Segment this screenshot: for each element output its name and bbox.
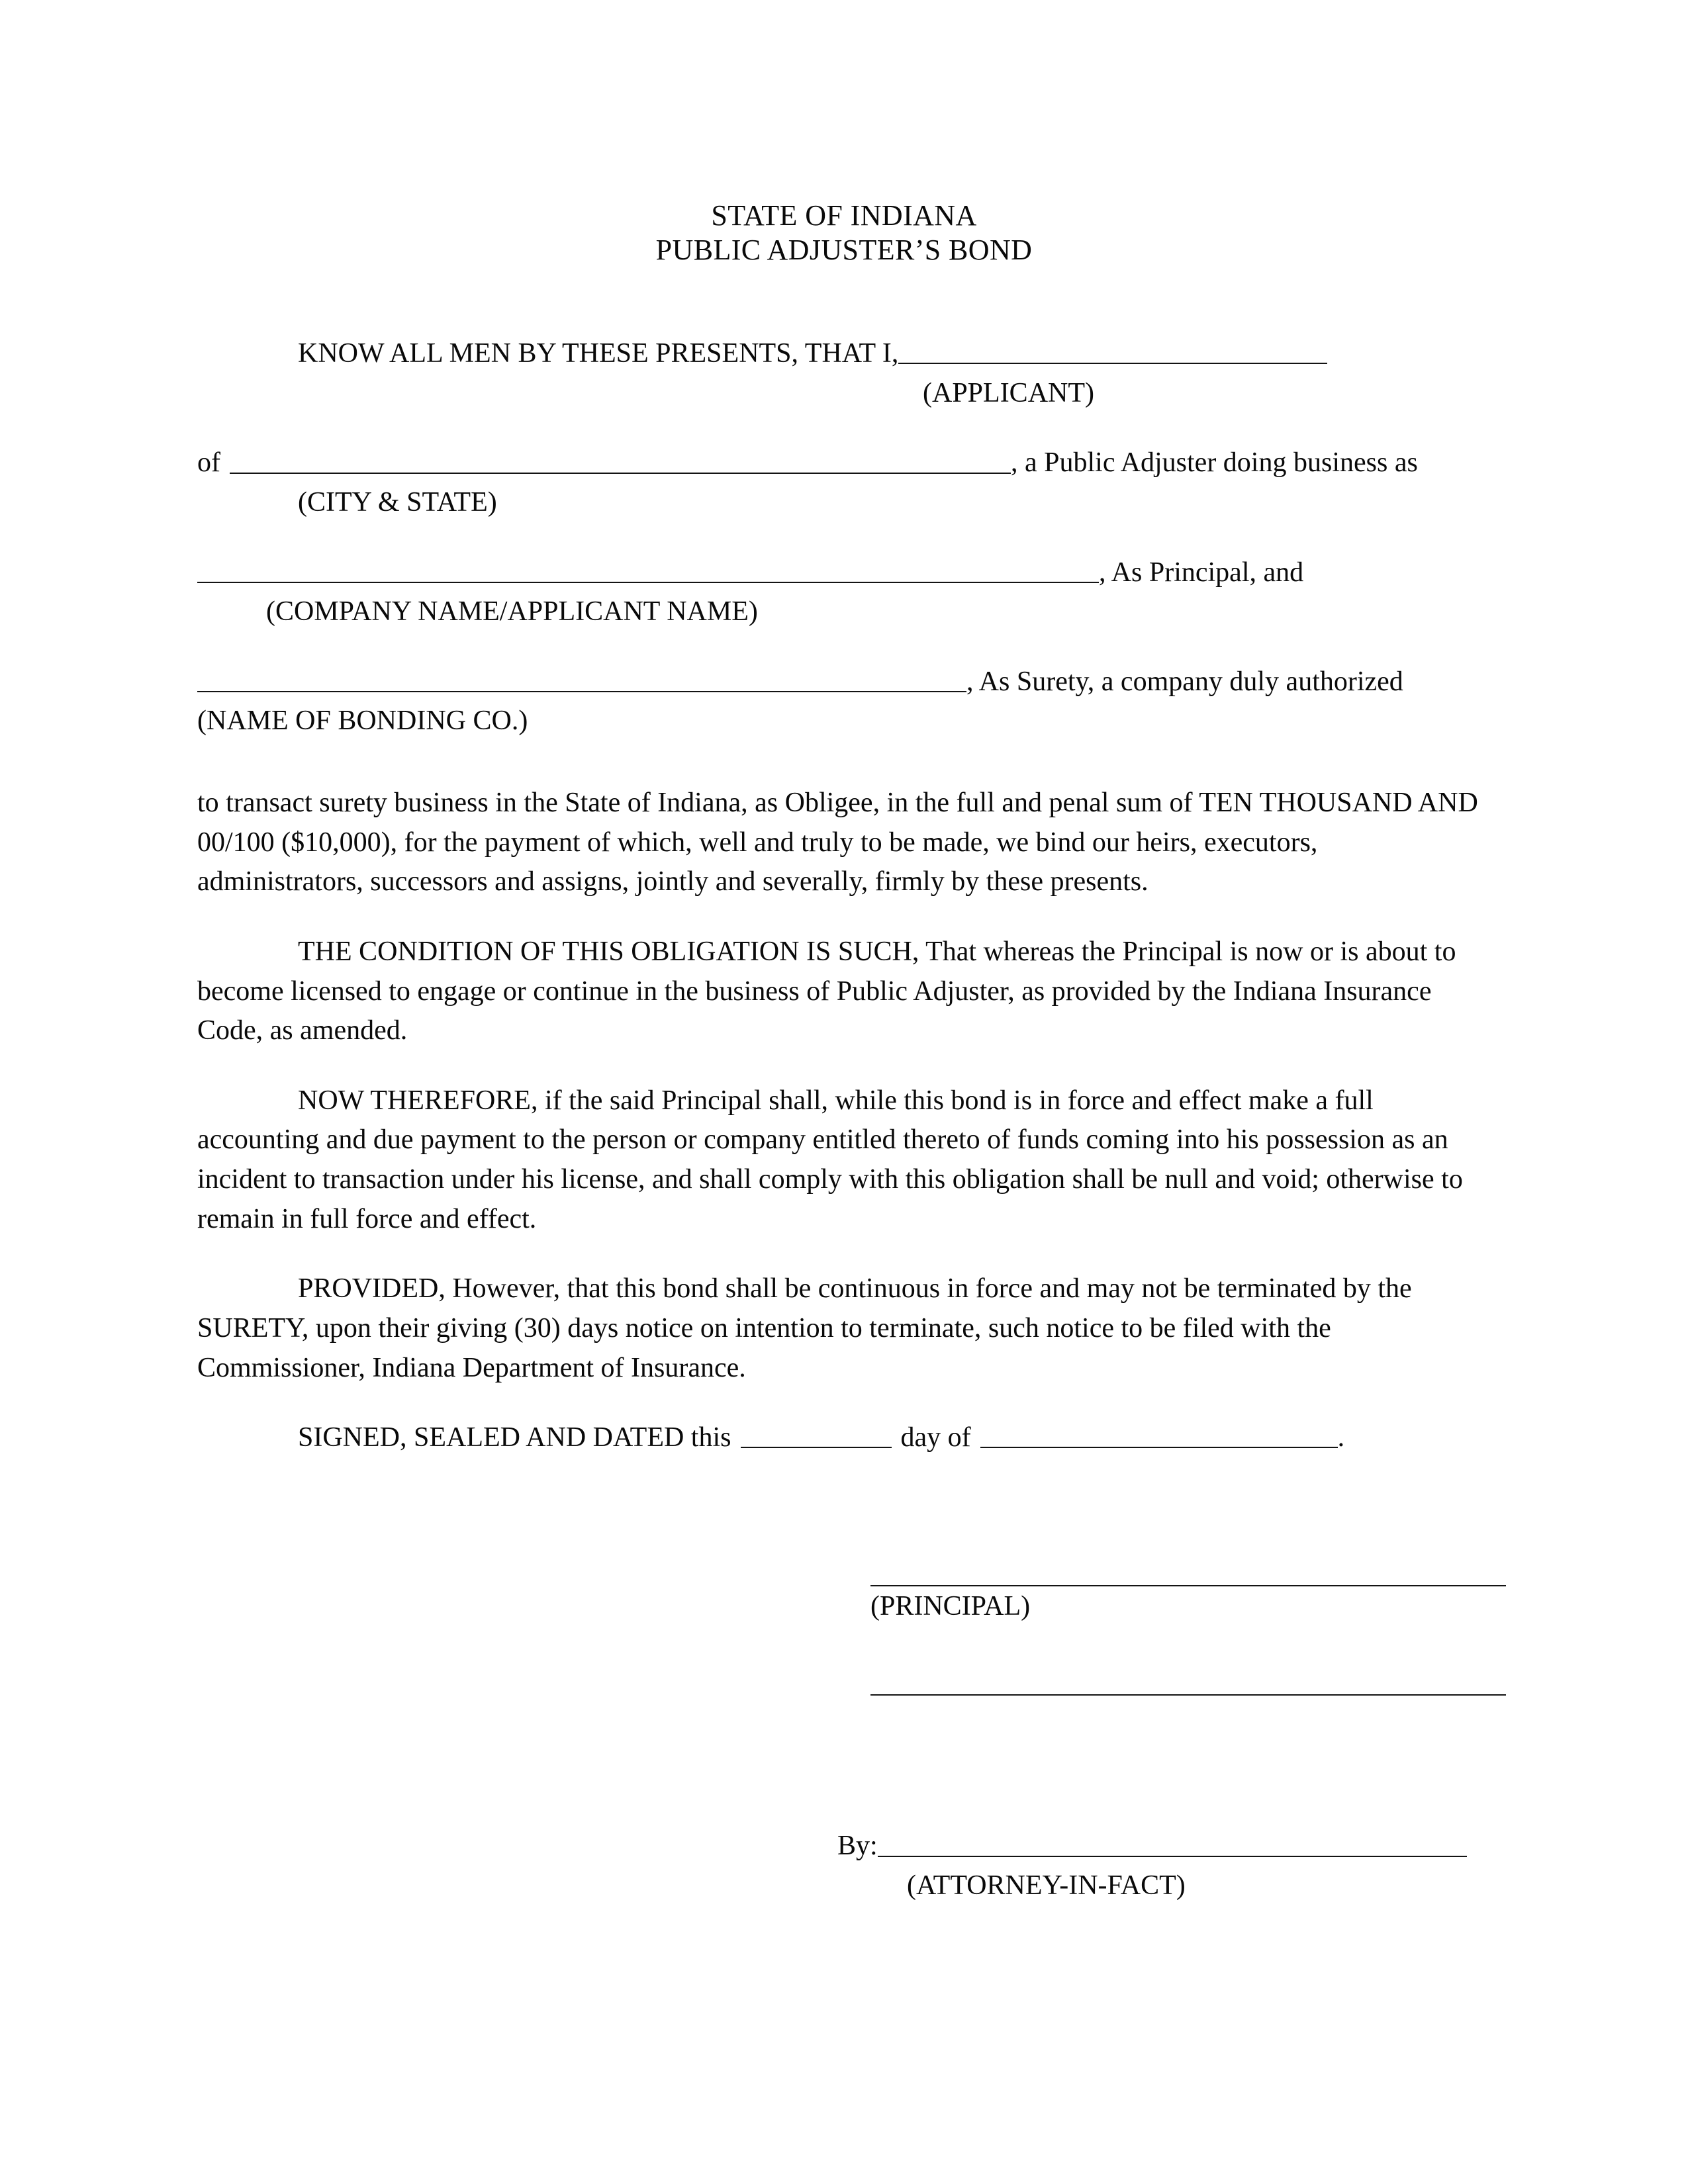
city-state-input-line[interactable] bbox=[230, 447, 1011, 474]
principal-caption: (PRINCIPAL) bbox=[870, 1591, 1031, 1621]
know-all-men-label: KNOW ALL MEN BY THESE PRESENTS, THAT I, bbox=[298, 338, 899, 369]
title-line-bond: PUBLIC ADJUSTER’S BOND bbox=[655, 233, 1033, 266]
by-label: By: bbox=[837, 1831, 878, 1862]
document-title bbox=[0, 199, 1688, 267]
public-adjuster-suffix: , a Public Adjuster doing business as bbox=[1011, 447, 1418, 478]
as-principal-suffix: , As Principal, and bbox=[1099, 557, 1304, 588]
of-label: of bbox=[197, 447, 220, 478]
signed-period: . bbox=[1337, 1422, 1345, 1453]
spacer bbox=[197, 1239, 1488, 1269]
bonding-company-input-line[interactable] bbox=[197, 665, 966, 692]
spacer bbox=[197, 1051, 1488, 1081]
document-body bbox=[197, 334, 1488, 1458]
month-year-input-line[interactable] bbox=[980, 1422, 1338, 1449]
as-surety-suffix: , As Surety, a company duly authorized bbox=[966, 666, 1403, 697]
spacer bbox=[197, 413, 1488, 443]
surety-signature-block bbox=[870, 1694, 1506, 1696]
attorney-in-fact-row bbox=[837, 1830, 1506, 1862]
signed-sealed-label: SIGNED, SEALED AND DATED this bbox=[298, 1422, 731, 1453]
surety-signature-line[interactable] bbox=[870, 1694, 1506, 1696]
attorney-in-fact-signature-line[interactable] bbox=[878, 1830, 1467, 1857]
applicant-caption: (APPLICANT) bbox=[923, 377, 1094, 408]
title-line-state: STATE OF INDIANA bbox=[711, 199, 977, 232]
bonding-company-field-row bbox=[197, 662, 1488, 702]
paragraph-penal-sum: to transact surety business in the State of Indiana, as Obligee, in the full and penal sum of TEN THOUSAND AND 00/100 ($10,000), for the payment of which, well and truly to be made, we bind our heirs, executors, administrators, successors and assigns, jointly and severally, firmly by these presents. bbox=[197, 788, 1478, 897]
signed-sealed-dated-row bbox=[197, 1418, 1488, 1458]
day-of-label: day of bbox=[900, 1422, 971, 1453]
paragraph-now-therefore: NOW THEREFORE, if the said Principal shall, while this bond is in force and effect make a full accounting and due payment to the person or company entitled thereto of funds coming into his possession as an incident to transaction under his license, and shall comply with this obligation shall be null and void; otherwise to remain in full force and effect. bbox=[197, 1085, 1463, 1234]
spacer bbox=[197, 1388, 1488, 1418]
principal-signature-block bbox=[870, 1585, 1506, 1622]
principal-signature-line[interactable] bbox=[870, 1585, 1506, 1586]
company-name-input-line[interactable] bbox=[197, 556, 1099, 583]
bonding-company-caption: (NAME OF BONDING CO.) bbox=[197, 705, 528, 737]
day-input-line[interactable] bbox=[741, 1422, 892, 1449]
city-state-field-row bbox=[197, 443, 1488, 483]
applicant-field-row bbox=[197, 334, 1488, 374]
spacer bbox=[197, 632, 1488, 662]
attorney-in-fact-caption: (ATTORNEY-IN-FACT) bbox=[907, 1870, 1186, 1901]
paragraph-condition: THE CONDITION OF THIS OBLIGATION IS SUCH, That whereas the Principal is now or is about to become licensed to engage or continue in the business of Public Adjuster, as provided by the Indiana Insurance Code, as amended. bbox=[197, 936, 1456, 1046]
spacer bbox=[197, 523, 1488, 553]
paragraph-provided: PROVIDED, However, that this bond shall be continuous in force and may not be terminated by the SURETY, upon their giving (30) days notice on intention to terminate, such notice to be filed with the Commissioner, Indiana Department of Insurance. bbox=[197, 1273, 1412, 1383]
company-name-field-row bbox=[197, 553, 1488, 593]
company-name-caption: (COMPANY NAME/APPLICANT NAME) bbox=[266, 596, 758, 627]
spacer bbox=[197, 741, 1488, 784]
city-state-caption: (CITY & STATE) bbox=[298, 486, 497, 518]
applicant-input-line[interactable] bbox=[898, 338, 1327, 365]
spacer bbox=[197, 902, 1488, 933]
